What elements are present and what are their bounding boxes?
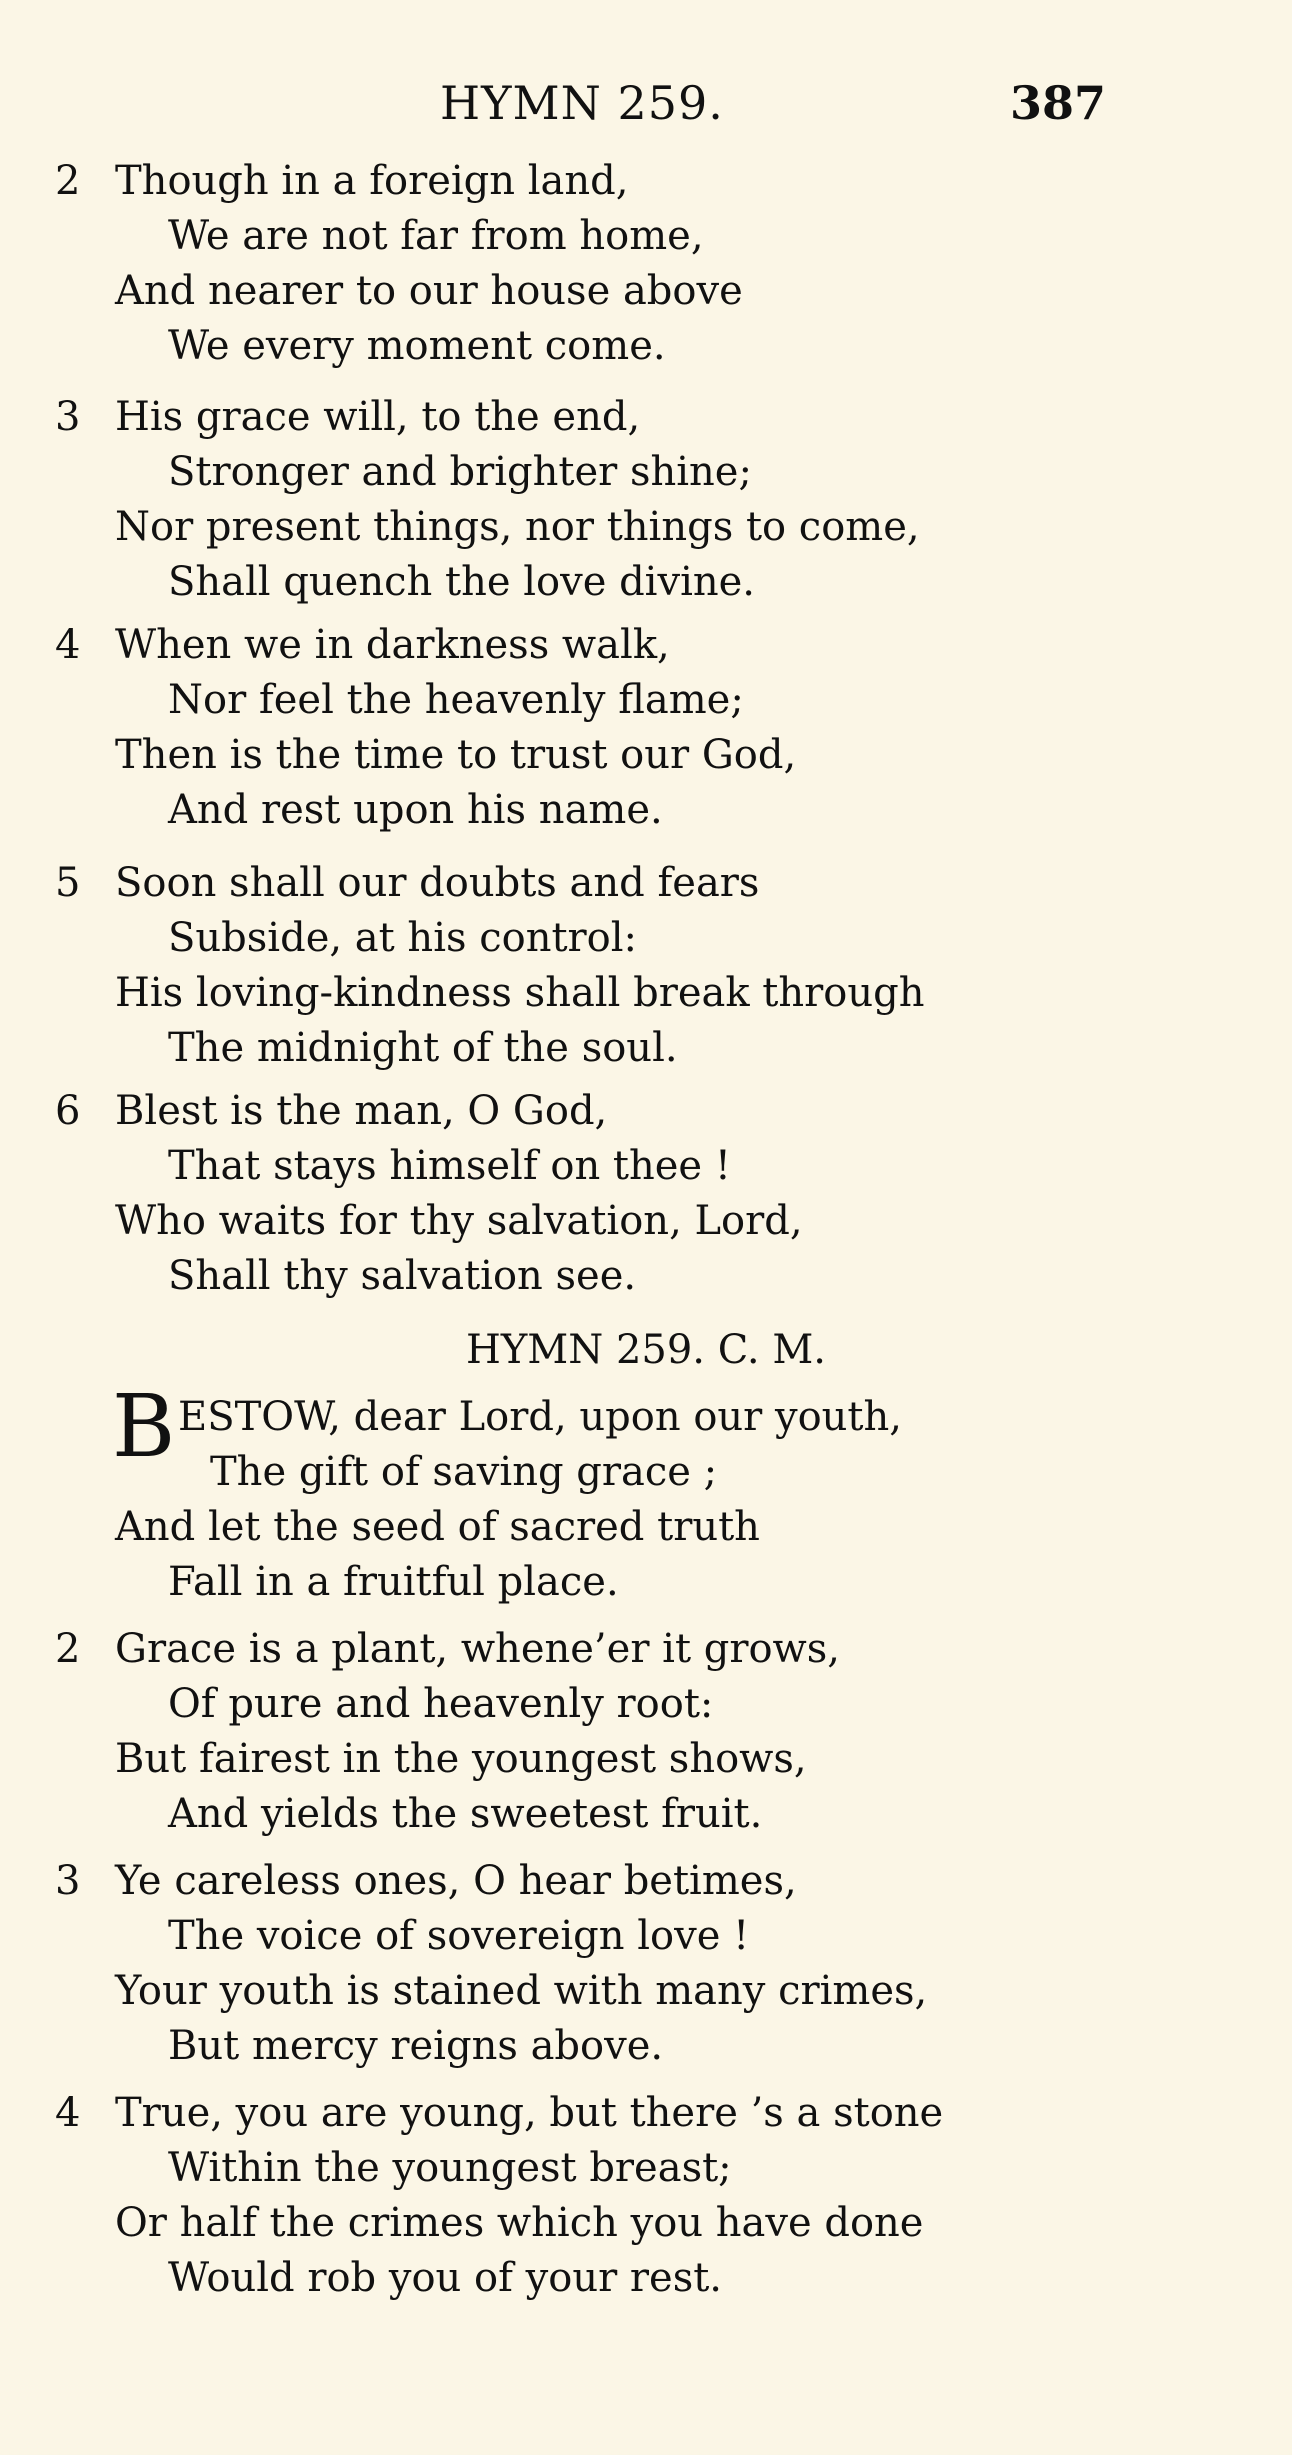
verse-line: Grace is a plant, whene’er it grows,: [115, 1626, 841, 1672]
verse-line: Though in a foreign land,: [115, 158, 629, 204]
verse-line: We every moment come.: [168, 323, 666, 369]
verse-line: The gift of saving grace ;: [210, 1449, 718, 1495]
verse-line: Stronger and brighter shine;: [168, 449, 752, 495]
verse-line: Who waits for thy salvation, Lord,: [115, 1198, 803, 1244]
verse-line: But mercy reigns above.: [168, 2023, 664, 2069]
verse-line: Shall thy salvation see.: [168, 1253, 637, 1299]
verse-line: When we in darkness walk,: [115, 622, 670, 668]
hymn-stanza: [0, 1854, 1292, 2074]
stanza-number: 4: [55, 622, 81, 668]
stanza-number: 3: [55, 1858, 81, 1904]
verse-line: Ye careless ones, O hear betimes,: [115, 1858, 797, 1904]
stanza-number: 2: [55, 158, 81, 204]
verse-line: And nearer to our house above: [115, 268, 743, 314]
stanza-number: 5: [55, 860, 81, 906]
verse-line: And rest upon his name.: [168, 787, 663, 833]
drop-cap: B: [112, 1377, 176, 1477]
hymn-heading: HYMN 259. C. M.: [465, 1327, 827, 1373]
running-title: HYMN 259.: [440, 76, 724, 130]
verse-line: Your youth is stained with many crimes,: [115, 1968, 928, 2014]
verse-line: Would rob you of your rest.: [168, 2255, 723, 2301]
verse-line: Blest is the man, O God,: [115, 1088, 608, 1134]
running-header: [0, 76, 1292, 136]
verse-line: That stays himself on thee !: [168, 1143, 731, 1189]
previous-hymn-stanza: [0, 1084, 1292, 1304]
stanza-number: 6: [55, 1088, 81, 1134]
verse-line: But fairest in the youngest shows,: [115, 1736, 807, 1782]
previous-hymn-stanza: [0, 154, 1292, 374]
hymn-stanza: [0, 1622, 1292, 1842]
verse-line: ESTOW, dear Lord, upon our youth,: [178, 1394, 902, 1440]
stanza-number: 3: [55, 394, 81, 440]
verse-line: Then is the time to trust our God,: [115, 732, 797, 778]
verse-line: Soon shall our doubts and fears: [115, 860, 760, 906]
verse-line: True, you are young, but there ’s a stone: [115, 2090, 944, 2136]
verse-line: His grace will, to the end,: [115, 394, 641, 440]
verse-line: Or half the crimes which you have done: [115, 2200, 924, 2246]
page-number: 387: [1010, 76, 1107, 130]
verse-line: Within the youngest breast;: [168, 2145, 732, 2191]
verse-line: The midnight of the soul.: [168, 1025, 678, 1071]
hymn-first-stanza: [0, 1377, 1292, 1610]
verse-line: We are not far from home,: [168, 213, 704, 259]
verse-line: Shall quench the love divine.: [168, 559, 756, 605]
verse-line: And let the seed of sacred truth: [115, 1504, 760, 1550]
verse-line: Of pure and heavenly root:: [168, 1681, 714, 1727]
verse-line: Nor present things, nor things to come,: [115, 504, 920, 550]
stanza-number: 4: [55, 2090, 81, 2136]
previous-hymn-stanza: [0, 390, 1292, 610]
verse-line: Subside, at his control:: [168, 915, 638, 961]
previous-hymn-stanza: [0, 618, 1292, 838]
previous-hymn-stanza: [0, 856, 1292, 1076]
verse-line: And yields the sweetest fruit.: [168, 1791, 763, 1837]
hymn-stanza: [0, 2086, 1292, 2306]
verse-line: His loving-kindness shall break through: [115, 970, 925, 1016]
stanza-number: 2: [55, 1626, 81, 1672]
verse-line: Fall in a fruitful place.: [168, 1559, 619, 1605]
verse-line: The voice of sovereign love !: [168, 1913, 750, 1959]
verse-line: Nor feel the heavenly flame;: [168, 677, 744, 723]
